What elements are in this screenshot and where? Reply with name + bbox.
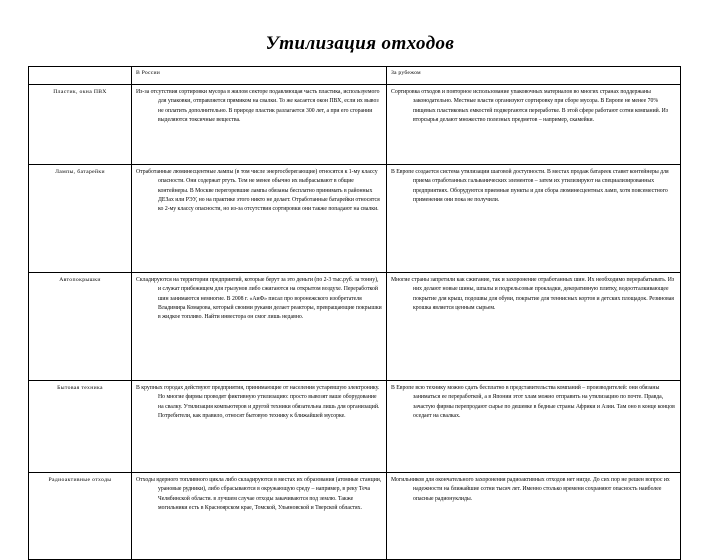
header-cell-category xyxy=(29,67,132,85)
table-row xyxy=(29,381,681,473)
table-row xyxy=(29,85,681,165)
row-russia-plastic xyxy=(132,85,387,165)
row-russia-appliances xyxy=(132,381,387,473)
row-russia-tires xyxy=(132,273,387,381)
row-category-plastic xyxy=(29,85,132,165)
table-row xyxy=(29,473,681,560)
row-russia-text: Отработанные люминесцентные лампы (в том числе энергосберегающие) относятся к 1-му классу опасности. Они содержат ртуть. Тем не менее обычно их выбрасывают в общие контейнеры. В Москве перегоревшие лампы обязаны бесплатно принимать в районных ДЕЗах или РЭУ, но на практике этого никто не делает. Отработанные батарейки относятся ко 2-му классу опасности, но из-за отсутствия сортировки они также попадают на свалки. xyxy=(136,169,380,213)
row-russia-text: Складируются на территории предприятий, которые берут за это деньги (по 2-3 тыс.руб. за тонну), и служат прибежищем для грызунов либо сжигаются на открытом воздухе. Переработкой шин занимаются немногие. В 2008 г. «АиФ» писал про воронежского изобретателя Владимира Комарова, который своими руками делает реакторы, превращающие покрышки в жидкое топливо. Найти инвестора он смог лишь недавно. xyxy=(136,277,382,321)
header-cell-abroad: За рубежом xyxy=(387,67,681,85)
table-header-row xyxy=(29,67,681,85)
row-category-appliances xyxy=(29,381,132,473)
table-row xyxy=(29,273,681,381)
header-cell-russia: В России xyxy=(132,67,387,85)
waste-comparison-table xyxy=(28,66,681,560)
row-category-label: Лампы, батарейки xyxy=(55,169,105,175)
row-abroad-appliances xyxy=(387,381,681,473)
row-category-tires xyxy=(29,273,132,381)
row-category-label: Автопокрышки xyxy=(59,277,101,283)
row-russia-lamps xyxy=(132,165,387,273)
waste-table-container xyxy=(28,66,680,560)
row-category-lamps xyxy=(29,165,132,273)
row-category-label: Радиоактивные отходы xyxy=(48,477,112,483)
row-russia-text: В крупных городах действуют предприятия, принимающие от населения устаревшую электронику. Но многие фирмы проводят фиктивную утилизацию: просто вывозят ваше оборудование на свалку. Утилизация компьютеров и другой техники обязательна лишь для организаций. Потребители, как правило, относят бытовую технику к ближайшей мусорке. xyxy=(136,385,380,420)
row-russia-text: Из-за отсутствия сортировки мусора в жилом секторе подавляющая часть пластика, используемого для упаковки, отправляется прямиком на свалки. То же касается окон ПВХ, если их вывоз не оплатить дополнительно. В природе пластик разлагается 300 лет, а при его сгорании выделяются токсичные вещества. xyxy=(136,89,380,124)
row-abroad-text: В Европе всю технику можно сдать бесплатно в представительства компаний – производителей: они обязаны заниматься ее переработкой, а в Японии этот хлам можно отправить на утилизацию по почте. Правда, зачастую фирмы перепродают сырье по дешевке в бедные страны Африки и Азии. Там оно в конце концов оседает на свалках. xyxy=(391,385,675,420)
page-title: Утилизация отходов xyxy=(265,33,455,54)
row-abroad-text: В Европе создается система утилизации шаговой доступности. В местах продаж батареек ставят контейнеры для приема отработанных гальванических элементов – затем их утилизируют на специализированных предприятиях. Оборудуются приемные пункты и для сбора люминесцентных ламп, хотя повсеместного применения они пока не получили. xyxy=(391,169,669,204)
row-abroad-radioactive xyxy=(387,473,681,560)
row-russia-radioactive xyxy=(132,473,387,560)
row-abroad-text: Многие страны запретили как сжигание, так и захоронение отработанных шин. Их необходимо перерабатывать. Из них делают новые шины, шпалы и подрельсовые прокладки, декоративную плитку, водоотталкивающее покрытие для крыш, подошвы для обуви, покрытие для теннисных кортов и детских площадок. Резиновая крошка является ценным сырьем. xyxy=(391,277,675,312)
row-abroad-text: Могильников для окончательного захоронения радиоактивных отходов нет нигде. До сих пор не решен вопрос их надежности на ближайшие сотни тысяч лет. Именно столько времени сохраняют опасность наиболее опасные радионуклиды. xyxy=(391,477,670,502)
row-category-label: Бытовая техника xyxy=(57,385,103,391)
table-row xyxy=(29,165,681,273)
row-russia-text: Отходы ядерного топливного цикла либо складируются в местах их образования (атомные станции, урановые рудники), либо сбрасываются в окружающую среду – например, в реку Теча Челябинской области. в лучшем случае отходы закачиваются под землю. Также могильники есть в Красноярском крае, Томской, Ульяновской и Тверской областях. xyxy=(136,477,382,512)
row-abroad-lamps xyxy=(387,165,681,273)
row-category-label: Пластик, окна ПВХ xyxy=(53,89,107,95)
row-abroad-plastic xyxy=(387,85,681,165)
row-abroad-tires xyxy=(387,273,681,381)
row-abroad-text: Сортировка отходов и повторное использование упаковочных материалов во многих странах поддержаны законодательно. Местные власти организуют сортировку при сборе мусора. В Европе не менее 70% пищевых пластиковых емкостей подвергаются переработке. В этой сфере работают сотни компаний. Из вторсырья делают множество полезных предметов – например, скамейки. xyxy=(391,89,669,124)
row-category-radioactive xyxy=(29,473,132,560)
